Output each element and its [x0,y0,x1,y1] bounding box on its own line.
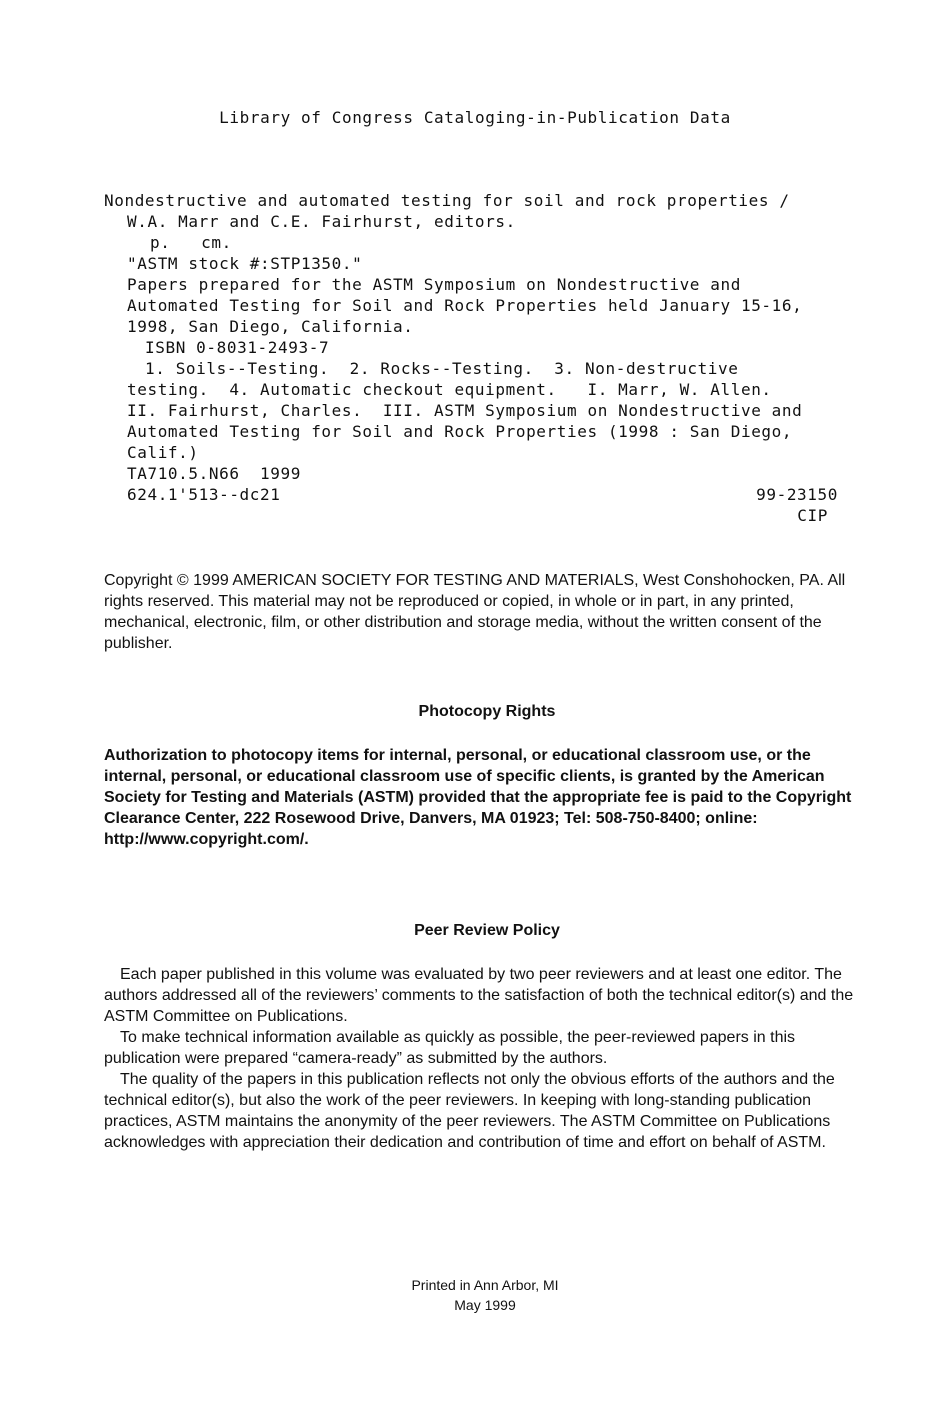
cip-line: p. cm. [150,233,232,252]
copyright-notice: Copyright © 1999 AMERICAN SOCIETY FOR TESTING AND MATERIALS, West Conshohocken, PA. All rights reserved. This material may not be reproduced or copied, in whole or in part, in any printed, mechanical, electronic, film, or other distribution and storage media, without the written consent of the publisher. [104,572,846,652]
cip-line: testing. 4. Automatic checkout equipment. I. Marr, W. Allen. [127,380,772,399]
cip-line: 1998, San Diego, California. [127,317,414,336]
peer-review-paragraph: The quality of the papers in this publication reflects not only the obvious efforts of the authors and the technical editor(s), but also the work of the peer reviewers. In keeping with long-standing publication practices, ASTM maintains the anonymity of the peer reviewers. The ASTM Committee on Publications acknowledges with appreciation their dedication and contribution of time and effort on behalf of ASTM. [104,1071,835,1151]
photocopy-rights-heading: Photocopy Rights [418,703,556,720]
peer-review-paragraph: Each paper published in this volume was evaluated by two peer reviewers and at least one editor. The authors addressed all of the reviewers’ comments to the satisfaction of both the technical editor(s) and the ASTM Committee on Publications. [104,966,854,1025]
cip-line: W.A. Marr and C.E. Fairhurst, editors. [127,212,516,231]
cip-line: TA710.5.N66 1999 [127,464,301,483]
cip-line: Automated Testing for Soil and Rock Properties (1998 : San Diego, [127,422,793,441]
cip-mark: CIP [797,506,828,525]
cip-line: 624.1'513--dc21 [127,485,281,504]
photocopy-rights-text: Authorization to photocopy items for internal, personal, or educational classroom use, or the internal, personal, or educational classroom use of specific clients, is granted by the American Society for Testing and Materials (ASTM) provided that the appropriate fee is paid to the Copyright Clearance Center, 222 Rosewood Drive, Danvers, MA 01923; Tel: 508-750-8400; online: http://www.copyright.com/. [104,747,852,848]
peer-review-text [104,964,864,1153]
cip-line: ISBN 0-8031-2493-7 [145,338,330,357]
peer-review-heading: Peer Review Policy [414,922,560,939]
printed-place: Printed in Ann Arbor, MI [411,1277,559,1293]
peer-review-paragraph: To make technical information available as quickly as possible, the peer-reviewed papers in this publication were prepared “camera-ready” as submitted by the authors. [104,1029,796,1067]
cip-line: II. Fairhurst, Charles. III. ASTM Symposium on Nondestructive and [127,401,803,420]
cip-line: Calif.) [127,443,199,462]
cip-line: Automated Testing for Soil and Rock Properties held January 15-16, [127,296,803,315]
imprint [0,1275,950,1315]
cip-line: Papers prepared for the ASTM Symposium on Nondestructive and [127,275,741,294]
cip-line: Nondestructive and automated testing for soil and rock properties / [104,191,790,210]
cip-heading: Library of Congress Cataloging-in-Publication Data [219,108,731,127]
printed-date: May 1999 [454,1297,516,1313]
cip-line: 1. Soils--Testing. 2. Rocks--Testing. 3. Non-destructive [145,359,739,378]
cip-line: "ASTM stock #:STP1350." [127,254,363,273]
lccn-number: 99-23150 [756,485,838,504]
